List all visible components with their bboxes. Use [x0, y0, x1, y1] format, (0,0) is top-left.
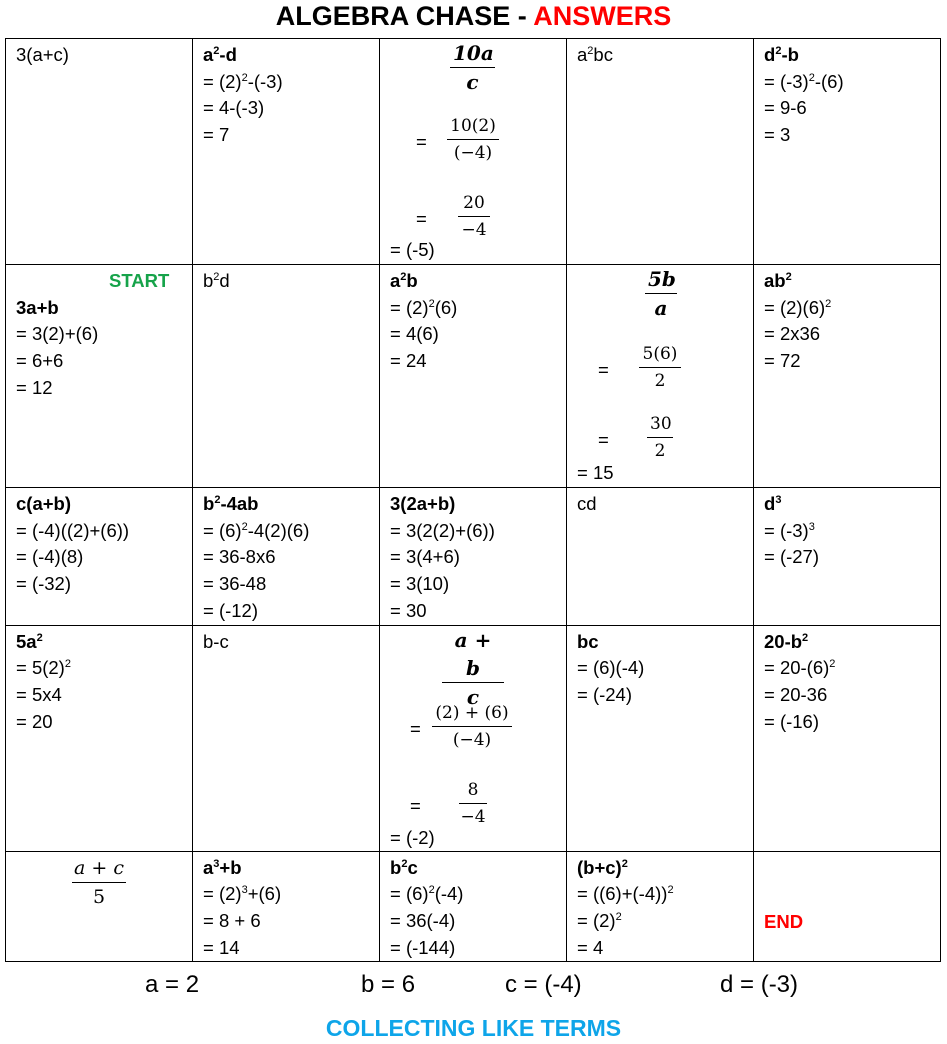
expression: $b^2-4ab$ [203, 493, 259, 514]
cell-r1c3 [380, 39, 567, 265]
step-2: = 9-6 [764, 97, 807, 119]
fraction-expression: $\frac{10a}{c}$ [450, 39, 495, 96]
cell-r5c2 [193, 851, 380, 962]
page-title [0, 0, 947, 32]
cell-r2c2 [193, 265, 380, 488]
cell-r5c1 [6, 851, 193, 962]
equals-sign: = [410, 794, 421, 816]
fraction-step-2: $\frac{8}{-4}$ [459, 777, 487, 830]
expression: $b^2c$ [390, 856, 418, 878]
fraction-step-1: $\frac{5(6)}{2}$ [639, 341, 681, 394]
step-2: = (-27) [764, 546, 820, 568]
equals-sign: = [598, 429, 609, 450]
cell-r4c1 [6, 625, 193, 851]
step-1: = $(-3)^3$ [764, 519, 815, 541]
cell-r4c4 [567, 625, 754, 851]
expression: 3(2a+b) [390, 493, 456, 514]
expression: b-c [203, 630, 229, 652]
step-3: = 14 [203, 936, 240, 958]
step-1: = 3(2(2)+(6)) [390, 519, 495, 541]
expression: cd [577, 493, 597, 514]
expression: $(b+c)^2$ [577, 856, 628, 878]
cell-r2c5 [754, 265, 941, 488]
expression: c(a+b) [16, 493, 72, 514]
cell-r3c2 [193, 488, 380, 626]
result: = (-5) [390, 239, 435, 260]
cell-r2c1 [6, 265, 193, 488]
cell-r1c2 [193, 39, 380, 265]
equals-sign: = [416, 208, 427, 229]
step-1: = $(2)^3+(6)$ [203, 883, 282, 905]
cell-r2c4 [567, 265, 754, 488]
step-4: = 30 [390, 599, 427, 621]
step-1: = $5(2)^2$ [16, 657, 71, 679]
step-1: = $20-(6)^2$ [764, 657, 836, 679]
cell-r1c1 [6, 39, 193, 265]
fraction-step-1: $\frac{(2) + (6)}{(-4)}$ [432, 700, 512, 753]
step-1: = $(2)^2-(-3)$ [203, 70, 283, 92]
step-2: = 20-36 [764, 683, 828, 705]
cell-r5c4 [567, 851, 754, 962]
step-2: = 3(4+6) [390, 546, 460, 568]
step-1: = $(6)^2-4(2)(6)$ [203, 519, 310, 541]
start-label: START [109, 270, 170, 291]
fraction-expression: $\frac{a + b}{c}$ [442, 626, 504, 711]
result: = 15 [577, 462, 614, 483]
cell-r3c5 [754, 488, 941, 626]
cell-r4c3 [380, 625, 567, 851]
step-2: = 5x4 [16, 683, 62, 705]
end-label: END [764, 910, 804, 932]
fraction-step-1: $\frac{10(2)}{(-4)}$ [447, 113, 499, 166]
step-1: = $(6)^2(-4)$ [390, 883, 464, 905]
step-2: = 4-(-3) [203, 97, 265, 119]
cell-r2c3 [380, 265, 567, 488]
title-answers: ANSWERS [533, 1, 672, 31]
cell-r5c3 [380, 851, 567, 962]
expression: $a^2b$ [390, 270, 418, 291]
cell-r3c4 [567, 488, 754, 626]
step-2: = 36(-4) [390, 909, 456, 931]
cell-r4c2 [193, 625, 380, 851]
expression: $b^2d$ [203, 270, 230, 291]
step-2: = 36-8x6 [203, 546, 276, 568]
expression: $20-b^2$ [764, 630, 809, 652]
variable-d: d = (-3) [720, 971, 799, 998]
step-1: = $(-3)^2-(6)$ [764, 70, 844, 92]
result: = (-2) [390, 826, 435, 848]
cell-r4c5 [754, 625, 941, 851]
equals-sign: = [416, 131, 427, 152]
cell-r5c5 [754, 851, 941, 962]
expression: $a^2bc$ [577, 44, 613, 65]
expression: $d^3$ [764, 493, 782, 514]
step-3: = 3 [764, 124, 791, 146]
expression: bc [577, 630, 599, 652]
step-3: = (-16) [764, 710, 820, 732]
variable-a: a = 2 [145, 971, 200, 998]
expression: $a^3+b$ [203, 856, 242, 878]
footer-topic: COLLECTING LIKE TERMS [325, 1015, 622, 1041]
step-3: = 20 [16, 710, 53, 732]
step-3: = 36-48 [203, 573, 267, 595]
cell-r1c5 [754, 39, 941, 265]
expression: 3(a+c) [16, 44, 69, 65]
step-3: = (-32) [16, 573, 72, 595]
equals-sign: = [598, 359, 609, 380]
step-1: = (6)(-4) [577, 657, 645, 679]
step-3: = 12 [16, 376, 53, 398]
step-2: = (-24) [577, 683, 633, 705]
step-2: = $(2)^2$ [577, 909, 622, 931]
algebra-chase-grid [5, 38, 941, 962]
step-1: = $(2)(6)^2$ [764, 296, 832, 318]
cell-r3c3 [380, 488, 567, 626]
expression: $a^2-d$ [203, 44, 237, 65]
variable-b: b = 6 [361, 971, 416, 998]
cell-r1c4 [567, 39, 754, 265]
step-1: = (-4)((2)+(6)) [16, 519, 130, 541]
step-4: = (-12) [203, 599, 259, 621]
fraction-expression: $\frac{a + c}{5}$ [72, 854, 126, 911]
step-3: = (-144) [390, 936, 456, 958]
title-main: ALGEBRA CHASE - [275, 1, 534, 31]
expression: 3a+b [16, 296, 59, 318]
step-2: = 4(6) [390, 323, 439, 345]
expression: $ab^2$ [764, 270, 792, 291]
expression: $5a^2$ [16, 630, 43, 652]
step-2: = 8 + 6 [203, 909, 261, 931]
step-2: = 2x36 [764, 323, 821, 345]
step-1: = $(2)^2(6)$ [390, 296, 458, 318]
fraction-expression: $\frac{5b}{a}$ [645, 265, 677, 322]
step-1: = 3(2)+(6) [16, 323, 99, 345]
cell-r3c1 [6, 488, 193, 626]
expression: $d^2-b$ [764, 44, 799, 65]
step-1: = $((6)+(-4))^2$ [577, 883, 674, 905]
step-3: = 7 [203, 124, 230, 146]
fraction-step-2: $\frac{20}{-4}$ [458, 190, 490, 243]
equals-sign: = [410, 717, 421, 739]
fraction-step-2: $\frac{30}{2}$ [647, 411, 673, 464]
step-2: = 6+6 [16, 350, 64, 372]
step-3: = 3(10) [390, 573, 450, 595]
variable-c: c = (-4) [505, 971, 582, 998]
step-3: = 4 [577, 936, 604, 958]
step-3: = 72 [764, 350, 801, 372]
step-3: = 24 [390, 350, 427, 372]
step-2: = (-4)(8) [16, 546, 84, 568]
